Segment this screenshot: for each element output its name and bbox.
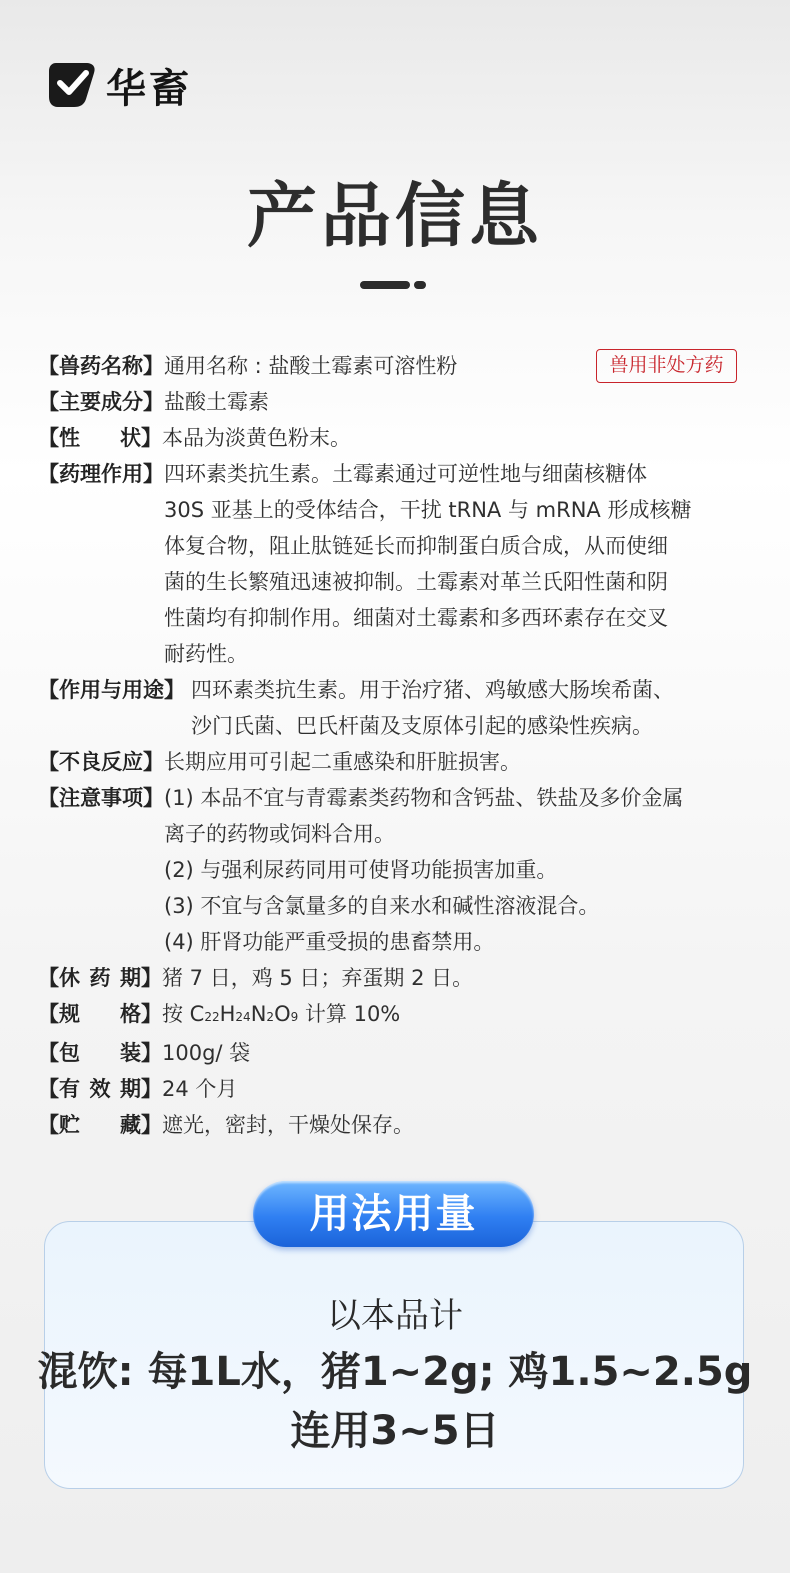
info-row-storage	[38, 1107, 758, 1143]
info-label: 【规 格】	[38, 1002, 162, 1026]
info-label: 【主要成分】	[38, 390, 164, 414]
info-value: 长期应用可引起二重感染和肝脏损害。	[164, 750, 521, 774]
info-label: 【休 药 期】	[38, 966, 162, 990]
info-label: 【兽药名称】	[38, 354, 164, 378]
info-row-pharmacology	[38, 456, 758, 672]
info-value: 24 个月	[162, 1077, 238, 1101]
dosage-mixing-instructions: 混饮: 每1L水，猪1~2g; 鸡1.5~2.5g	[37, 1349, 753, 1395]
info-row-precautions	[38, 780, 758, 960]
info-label: 【贮 藏】	[38, 1113, 162, 1137]
info-label: 【有 效 期】	[38, 1077, 162, 1101]
brand-name: 华畜	[106, 65, 192, 112]
info-value: 100g/ 袋	[162, 1041, 251, 1065]
info-row-drug-name	[38, 348, 758, 384]
dosage-basis: 以本品计	[327, 1296, 463, 1336]
info-value: 遮光，密封，干燥处保存。	[162, 1113, 414, 1137]
info-row-specification	[38, 996, 758, 1035]
info-label: 【药理作用】	[38, 462, 164, 486]
page-title: 产品信息	[247, 174, 543, 257]
info-row-packaging	[38, 1035, 758, 1071]
info-label: 【注意事项】	[38, 786, 164, 810]
dosage-duration: 连用3~5日	[290, 1408, 500, 1454]
info-value: 四环素类抗生素。用于治疗猪、鸡敏感大肠埃希菌、 沙门氏菌、巴氏杆菌及支原体引起的感染性疾病。	[191, 678, 674, 738]
brand-logo	[46, 58, 192, 112]
info-label: 【不良反应】	[38, 750, 164, 774]
info-row-ingredient	[38, 384, 758, 420]
otc-badge: 兽用非处方药	[596, 349, 737, 383]
dosage-heading: 用法用量	[253, 1181, 534, 1247]
info-label: 【包 装】	[38, 1041, 162, 1065]
info-value: (1) 本品不宜与青霉素类药物和含钙盐、铁盐及多价金属 离子的药物或饲料合用。 (2) 与强利尿药同用可使肾功能损害加重。 (3) 不宜与含氯量多的自来水和碱性溶液混合。 (4) 肝肾功能严重受损的患畜禁用。	[164, 786, 684, 954]
info-value: 四环素类抗生素。土霉素通过可逆性地与细菌核糖体 30S 亚基上的受体结合，干扰 tRNA 与 mRNA 形成核糖 体复合物，阻止肽链延长而抑制蛋白质合成，从而使细 菌的生长繁殖迅速被抑制。土霉素对革兰氏阳性菌和阴 性菌均有抑制作用。细菌对土霉素和多西环素存在交叉 耐药性。	[164, 462, 692, 666]
info-value: 盐酸土霉素	[164, 390, 269, 414]
info-value: 本品为淡黄色粉末。	[162, 426, 351, 450]
info-label: 【性 状】	[38, 426, 162, 450]
info-row-adverse-reactions	[38, 744, 758, 780]
check-badge-icon	[46, 59, 98, 111]
info-row-indications	[38, 672, 758, 744]
title-divider	[360, 281, 430, 291]
info-value-formula: 按 C22H24N2O9 计算 10%	[162, 1002, 401, 1026]
info-row-shelf-life	[38, 1071, 758, 1107]
info-value: 猪 7 日，鸡 5 日；弃蛋期 2 日。	[162, 966, 474, 990]
info-row-appearance	[38, 420, 758, 456]
product-info-list	[38, 348, 758, 1143]
info-value: 通用名称 : 盐酸土霉素可溶性粉	[164, 354, 458, 378]
info-row-withdrawal	[38, 960, 758, 996]
info-label: 【作用与用途】	[38, 678, 185, 702]
